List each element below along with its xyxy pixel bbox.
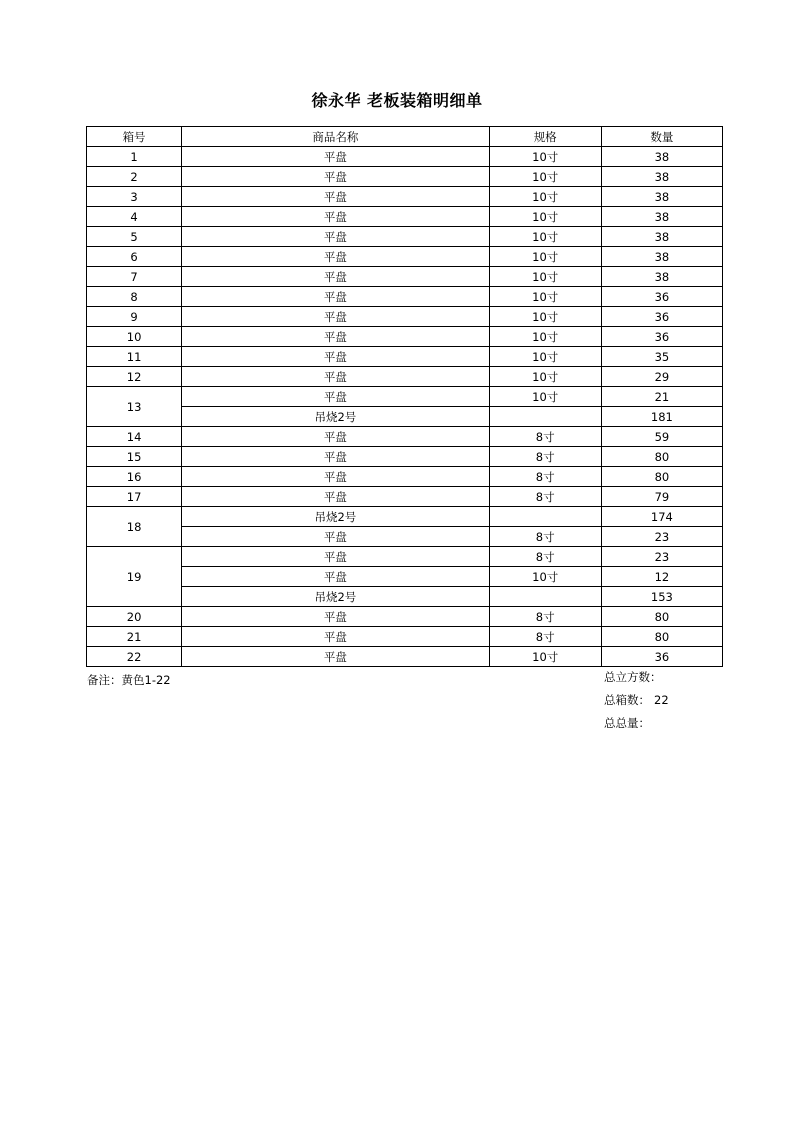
table-row [87, 307, 723, 327]
product-name-cell: 平盘 [182, 567, 489, 587]
spec-cell: 10寸 [489, 647, 601, 667]
product-name-cell: 平盘 [182, 347, 489, 367]
table-row [87, 207, 723, 227]
box-number-cell: 17 [87, 487, 182, 507]
product-name-cell: 平盘 [182, 387, 489, 407]
table-row [87, 287, 723, 307]
quantity-cell: 153 [601, 587, 722, 607]
table-row [87, 467, 723, 487]
product-name-cell: 吊烧2号 [182, 587, 489, 607]
quantity-cell: 36 [601, 327, 722, 347]
product-name-cell: 平盘 [182, 547, 489, 567]
box-number-cell: 7 [87, 267, 182, 287]
product-name-cell: 吊烧2号 [182, 407, 489, 427]
quantity-cell: 38 [601, 167, 722, 187]
table-row [87, 447, 723, 467]
product-name-cell: 平盘 [182, 267, 489, 287]
table-row [87, 547, 723, 567]
page-title: 徐永华 老板装箱明细单 [311, 91, 483, 110]
quantity-cell: 36 [601, 307, 722, 327]
product-name-cell: 平盘 [182, 307, 489, 327]
box-number-cell: 10 [87, 327, 182, 347]
product-name-cell: 平盘 [182, 427, 489, 447]
quantity-cell: 38 [601, 247, 722, 267]
table-row [87, 247, 723, 267]
spec-cell: 8寸 [489, 467, 601, 487]
quantity-cell: 36 [601, 287, 722, 307]
spec-cell: 10寸 [489, 247, 601, 267]
box-number-cell: 12 [87, 367, 182, 387]
table-row [87, 387, 723, 407]
product-name-cell: 平盘 [182, 187, 489, 207]
table-row [87, 567, 723, 587]
spec-cell: 10寸 [489, 347, 601, 367]
spec-cell [489, 407, 601, 427]
product-name-cell: 平盘 [182, 227, 489, 247]
total-boxes-label: 总箱数： [604, 693, 650, 707]
table-row [87, 407, 723, 427]
spec-cell: 10寸 [489, 207, 601, 227]
table-header-row [87, 127, 723, 147]
box-number-cell: 3 [87, 187, 182, 207]
quantity-cell: 38 [601, 147, 722, 167]
spec-cell: 8寸 [489, 427, 601, 447]
product-name-cell: 平盘 [182, 627, 489, 647]
quantity-cell: 181 [601, 407, 722, 427]
spec-cell [489, 587, 601, 607]
total-weight-label: 总总量： [604, 716, 650, 730]
spec-cell: 10寸 [489, 327, 601, 347]
box-number-cell: 4 [87, 207, 182, 227]
total-volume-label: 总立方数： [604, 670, 662, 684]
total-volume-line [604, 669, 669, 692]
product-name-cell: 平盘 [182, 447, 489, 467]
box-number-cell: 6 [87, 247, 182, 267]
table-row [87, 147, 723, 167]
quantity-cell: 80 [601, 447, 722, 467]
table-row [87, 427, 723, 447]
table-row [87, 187, 723, 207]
quantity-cell: 36 [601, 647, 722, 667]
quantity-cell: 23 [601, 547, 722, 567]
total-boxes-value: 22 [654, 693, 669, 707]
quantity-cell: 59 [601, 427, 722, 447]
spec-cell: 8寸 [489, 627, 601, 647]
spec-cell [489, 507, 601, 527]
spec-cell: 10寸 [489, 227, 601, 247]
product-name-cell: 平盘 [182, 147, 489, 167]
spec-cell: 10寸 [489, 167, 601, 187]
product-name-cell: 平盘 [182, 247, 489, 267]
product-name-cell: 平盘 [182, 207, 489, 227]
quantity-cell: 38 [601, 267, 722, 287]
spec-cell: 8寸 [489, 607, 601, 627]
total-boxes-line [604, 692, 669, 715]
box-number-cell: 11 [87, 347, 182, 367]
remark-note: 备注：黄色1-22 [87, 673, 171, 687]
product-name-cell: 平盘 [182, 327, 489, 347]
box-number-cell: 13 [87, 387, 182, 427]
product-name-cell: 平盘 [182, 647, 489, 667]
table-row [87, 367, 723, 387]
product-name-cell: 平盘 [182, 467, 489, 487]
product-name-cell: 吊烧2号 [182, 507, 489, 527]
spec-cell: 10寸 [489, 287, 601, 307]
table-row [87, 587, 723, 607]
box-number-cell: 14 [87, 427, 182, 447]
quantity-cell: 23 [601, 527, 722, 547]
total-weight-line [604, 715, 669, 738]
table-row [87, 527, 723, 547]
spec-cell: 10寸 [489, 387, 601, 407]
table-row [87, 647, 723, 667]
spec-cell: 8寸 [489, 547, 601, 567]
box-number-cell: 21 [87, 627, 182, 647]
box-number-cell: 19 [87, 547, 182, 607]
table-row [87, 627, 723, 647]
spec-cell: 8寸 [489, 447, 601, 467]
quantity-cell: 80 [601, 467, 722, 487]
box-number-cell: 18 [87, 507, 182, 547]
box-number-cell: 1 [87, 147, 182, 167]
table-row [87, 487, 723, 507]
spec-cell: 10寸 [489, 307, 601, 327]
box-number-cell: 2 [87, 167, 182, 187]
box-number-cell: 8 [87, 287, 182, 307]
spec-cell: 10寸 [489, 187, 601, 207]
quantity-cell: 174 [601, 507, 722, 527]
header-quantity: 数量 [601, 127, 722, 147]
box-number-cell: 22 [87, 647, 182, 667]
table-row [87, 507, 723, 527]
box-number-cell: 9 [87, 307, 182, 327]
product-name-cell: 平盘 [182, 287, 489, 307]
quantity-cell: 80 [601, 627, 722, 647]
table-body [87, 147, 723, 667]
product-name-cell: 平盘 [182, 487, 489, 507]
header-box-no: 箱号 [87, 127, 182, 147]
spec-cell: 8寸 [489, 527, 601, 547]
table-row [87, 607, 723, 627]
product-name-cell: 平盘 [182, 367, 489, 387]
spec-cell: 10寸 [489, 567, 601, 587]
quantity-cell: 21 [601, 387, 722, 407]
box-number-cell: 15 [87, 447, 182, 467]
quantity-cell: 80 [601, 607, 722, 627]
table-row [87, 347, 723, 367]
header-spec: 规格 [489, 127, 601, 147]
quantity-cell: 79 [601, 487, 722, 507]
packing-list-table [86, 126, 723, 667]
box-number-cell: 16 [87, 467, 182, 487]
product-name-cell: 平盘 [182, 607, 489, 627]
quantity-cell: 12 [601, 567, 722, 587]
summary-block [604, 669, 669, 738]
spec-cell: 10寸 [489, 267, 601, 287]
quantity-cell: 29 [601, 367, 722, 387]
spec-cell: 10寸 [489, 367, 601, 387]
box-number-cell: 20 [87, 607, 182, 627]
quantity-cell: 35 [601, 347, 722, 367]
quantity-cell: 38 [601, 207, 722, 227]
header-product-name: 商品名称 [182, 127, 489, 147]
box-number-cell: 5 [87, 227, 182, 247]
quantity-cell: 38 [601, 227, 722, 247]
table-row [87, 167, 723, 187]
product-name-cell: 平盘 [182, 167, 489, 187]
table-row [87, 267, 723, 287]
product-name-cell: 平盘 [182, 527, 489, 547]
spec-cell: 10寸 [489, 147, 601, 167]
table-row [87, 227, 723, 247]
table-row [87, 327, 723, 347]
quantity-cell: 38 [601, 187, 722, 207]
spec-cell: 8寸 [489, 487, 601, 507]
